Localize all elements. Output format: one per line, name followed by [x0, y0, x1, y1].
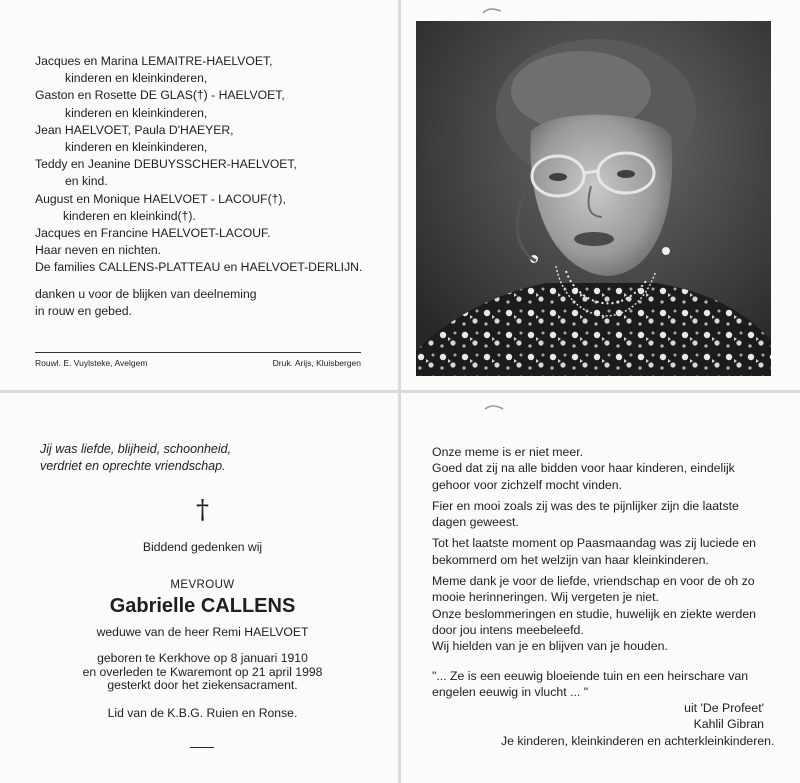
- tribute-paragraph: Fier en mooi zoals zij was des te pijnlijker zijn die laatste dagen geweest.: [432, 498, 739, 530]
- membership-text: Lid van de K.B.G. Ruien en Ronse.: [107, 706, 298, 720]
- thanks-line: danken u voor de blijken van deelneming: [35, 286, 257, 301]
- portrait-photo: [416, 21, 771, 376]
- printer-credits: [35, 352, 361, 368]
- thanks-text: [35, 286, 385, 320]
- family-line: Gaston en Rosette DE GLAS(†) - HAELVOET,: [35, 88, 285, 103]
- family-line: kinderen en kleinkinderen,: [65, 105, 208, 120]
- quote-author: Kahlil Gibran: [693, 717, 764, 732]
- signature-line: Je kinderen, kleinkinderen en achterkleinkinderen.: [501, 734, 775, 748]
- tribute-paragraph: Meme dank je voor de liefde, vriendschap en voor de oh zo mooie herinneringen. Wij vergeten je niet. Onze beslommeringen en studie, huwelijk en ziekte werden door jou intens meebeleefd. Wij hielden van je en blijven van je houden.: [432, 574, 756, 654]
- family-line: August en Monique HAELVOET - LACOUF(†),: [35, 191, 286, 206]
- portrait-panel: [401, 0, 800, 390]
- family-line: en kind.: [65, 174, 108, 189]
- honorific: MEVROUW: [170, 579, 235, 591]
- closing-divider: [190, 747, 214, 748]
- quote-source: uit 'De Profeet': [684, 701, 764, 715]
- memorial-poem: [40, 441, 231, 475]
- deceased-name: Gabrielle CALLENS: [109, 595, 296, 617]
- family-panel: [0, 0, 398, 390]
- cross-icon: †: [196, 495, 209, 525]
- tribute-paragraph: Onze meme is er niet meer. Goed dat zij na alle bidden voor haar kinderen, eindelijk gehoor voor zichzelf mocht vinden.: [432, 445, 735, 492]
- thanks-line: in rouw en gebed.: [35, 303, 132, 318]
- family-line: Jacques en Marina LEMAITRE-HAELVOET,: [35, 54, 273, 68]
- family-line: Jean HAELVOET, Paula D'HAEYER,: [35, 122, 234, 137]
- family-line: Jacques en Francine HAELVOET-LACOUF.: [35, 226, 271, 241]
- printer-credit: Druk. Arijs, Kluisbergen: [272, 358, 361, 368]
- poem-line: verdriet en oprechte vriendschap.: [40, 459, 226, 473]
- memorial-panel: [0, 393, 398, 783]
- poem-line: Jij was liefde, blijheid, schoonheid,: [40, 442, 232, 456]
- widow-text: weduwe van de heer Remi HAELVOET: [96, 625, 309, 639]
- portrait-illustration: [416, 21, 771, 376]
- born-line: geboren te Kerkhove op 8 januari 1910: [97, 651, 308, 665]
- family-line: kinderen en kleinkind(†).: [63, 208, 196, 223]
- family-line: Haar neven en nichten.: [35, 243, 162, 258]
- quote-line: "... Ze is een eeuwig bloeiende tuin en een heirschare van: [432, 669, 749, 683]
- quote-attribution: [684, 700, 764, 733]
- tribute-paragraph: Tot het laatste moment op Paasmaandag was zij luciede en bekommerd om het welzijn van haar kleinkinderen.: [432, 536, 757, 567]
- family-line: Teddy en Jeanine DEBUYSSCHER-HAELVOET,: [35, 157, 297, 172]
- prophet-quote: [432, 668, 782, 701]
- funeral-credit: Rouwl. E. Vuylsteke, Avelgem: [35, 358, 148, 368]
- staple-mark: [483, 403, 505, 413]
- family-line: kinderen en kleinkinderen,: [65, 140, 208, 155]
- birth-death-text: [0, 652, 398, 693]
- died-line: en overleden te Kwaremont op 21 april 1998: [82, 664, 323, 679]
- family-line: kinderen en kleinkinderen,: [65, 71, 208, 86]
- staple-mark: [481, 6, 503, 16]
- sacrament-line: gesterkt door het ziekensacrament.: [107, 678, 298, 692]
- pray-text: Biddend gedenken wij: [142, 540, 263, 554]
- quote-line: engelen eeuwig in vlucht ... ": [432, 685, 589, 700]
- family-line: De families CALLENS-PLATTEAU en HAELVOET-DERLIJN.: [35, 260, 363, 275]
- tribute-panel: [401, 393, 800, 783]
- family-list: [35, 53, 385, 320]
- tribute-text: [432, 444, 787, 660]
